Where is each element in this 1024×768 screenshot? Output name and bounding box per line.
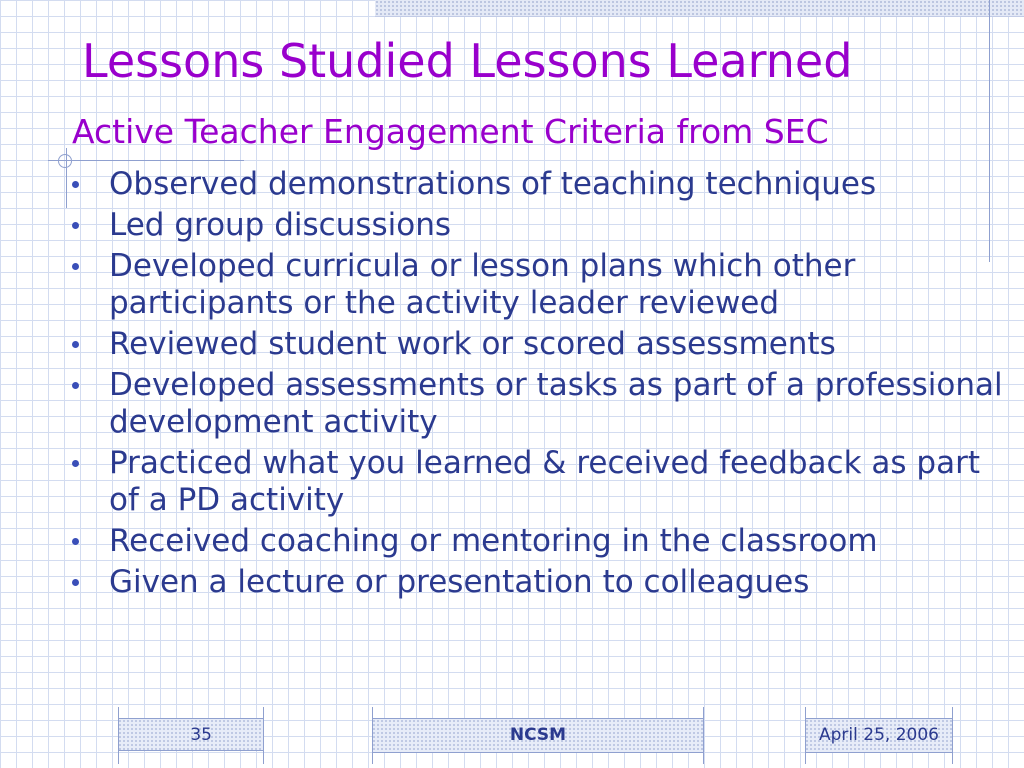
footer-page-number: 35 xyxy=(118,718,264,751)
top-decorative-band xyxy=(375,0,1024,17)
slide-subtitle: Active Teacher Engagement Criteria from SEC xyxy=(72,112,829,151)
bullet-text: Received coaching or mentoring in the classroom xyxy=(109,523,878,559)
bullet-list xyxy=(68,166,1014,605)
bullet-icon xyxy=(72,538,79,545)
bullet-text: Given a lecture or presentation to colleagues xyxy=(109,564,810,600)
bullet-text: Developed assessments or tasks as part of a professional development activity xyxy=(109,367,1003,440)
list-item xyxy=(68,564,1014,601)
list-item xyxy=(68,166,1014,203)
bullet-text: Observed demonstrations of teaching techniques xyxy=(109,166,877,202)
bullet-icon xyxy=(72,382,79,389)
list-item xyxy=(68,523,1014,560)
list-item xyxy=(68,326,1014,363)
slide-title: Lessons Studied Lessons Learned xyxy=(82,34,853,88)
list-item xyxy=(68,207,1014,244)
bullet-text: Reviewed student work or scored assessments xyxy=(109,326,836,362)
footer-date: April 25, 2006 xyxy=(805,718,953,753)
list-item xyxy=(68,445,1014,519)
bullet-icon xyxy=(72,181,79,188)
footer-organization: NCSM xyxy=(372,718,704,753)
bullet-text: Led group discussions xyxy=(109,207,452,243)
bullet-icon xyxy=(72,460,79,467)
bullet-icon xyxy=(72,579,79,586)
bullet-icon xyxy=(72,222,79,229)
bullet-text: Practiced what you learned & received feedback as part of a PD activity xyxy=(109,445,980,518)
list-item xyxy=(68,367,1014,441)
decorative-horizontal-line xyxy=(48,160,244,161)
list-item xyxy=(68,248,1014,322)
bullet-icon xyxy=(72,341,79,348)
bullet-text: Developed curricula or lesson plans which other participants or the activity leader reviewed xyxy=(109,248,856,321)
bullet-icon xyxy=(72,263,79,270)
